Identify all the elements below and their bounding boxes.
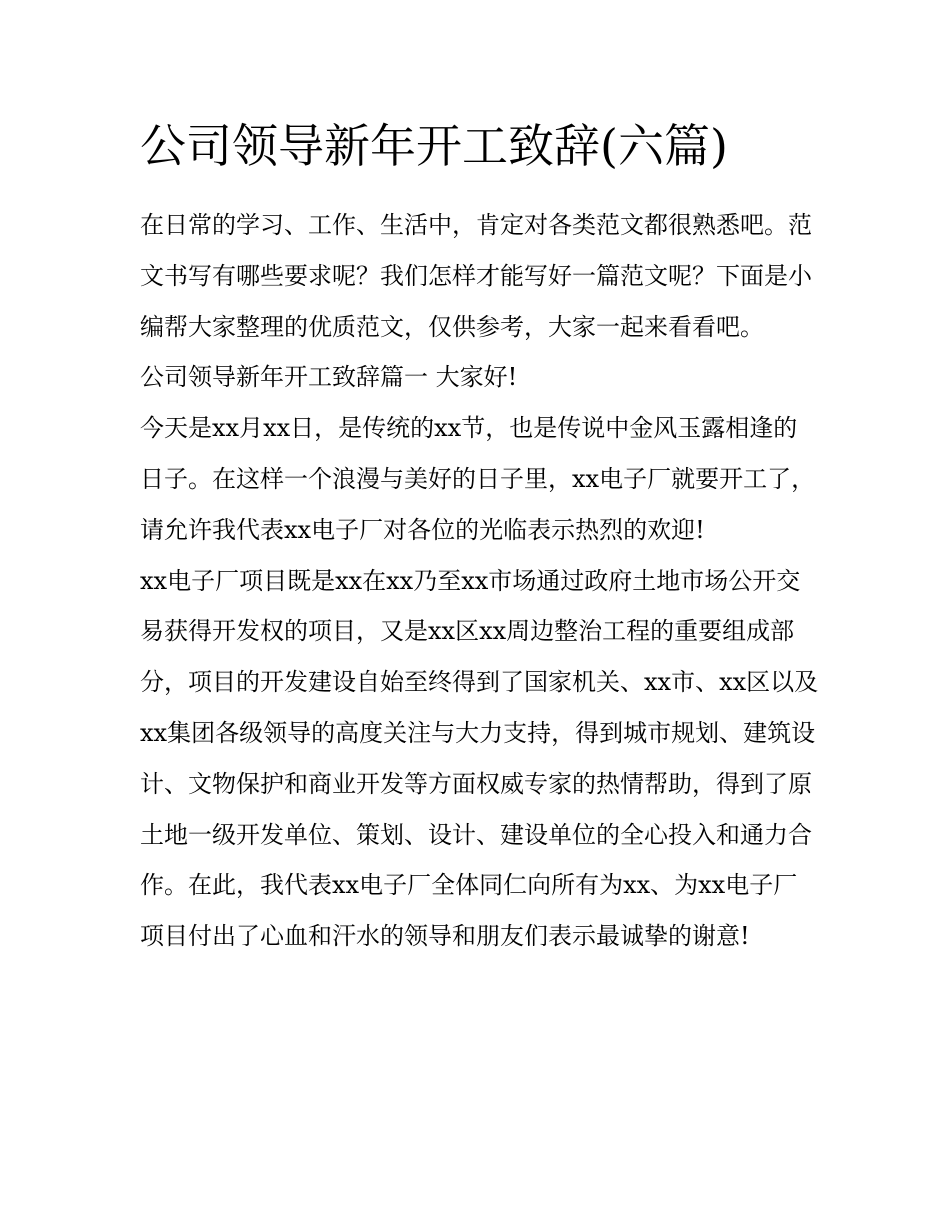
section-heading-paragraph: 公司领导新年开工致辞篇一 大家好! [140,363,518,392]
document-body [140,110,820,962]
document-title: 公司领导新年开工致辞(六篇) [140,119,728,173]
intro-paragraph: 在日常的学习、工作、生活中，肯定对各类范文都很熟悉吧。范文书写有哪些要求呢？我们怎样才能写好一篇范文呢？下面是小编帮大家整理的优质范文，仅供参考，大家一起来看看吧。 [140,211,812,341]
project-paragraph: xx电子厂项目既是xx在xx乃至xx市场通过政府土地市场公开交易获得开发权的项目，又是xx区xx周边整治工程的重要组成部分，项目的开发建设自始至终得到了国家机关、xx市、xx区以及xx集团各级领导的高度关注与大力支持，得到城市规划、建筑设计、文物保护和商业开发等方面权威专家的热情帮助，得到了原土地一级开发单位、策划、设计、建设单位的全心投入和通力合作。在此，我代表xx电子厂全体同仁向所有为xx、为xx电子厂项目付出了心血和汗水的领导和朋友们表示最诚挚的谢意! [140,566,819,951]
welcome-paragraph: 今天是xx月xx日，是传统的xx节，也是传说中金风玉露相逢的日子。在这样一个浪漫与美好的日子里，xx电子厂就要开工了，请允许我代表xx电子厂对各位的光临表示热烈的欢迎! [140,414,816,544]
